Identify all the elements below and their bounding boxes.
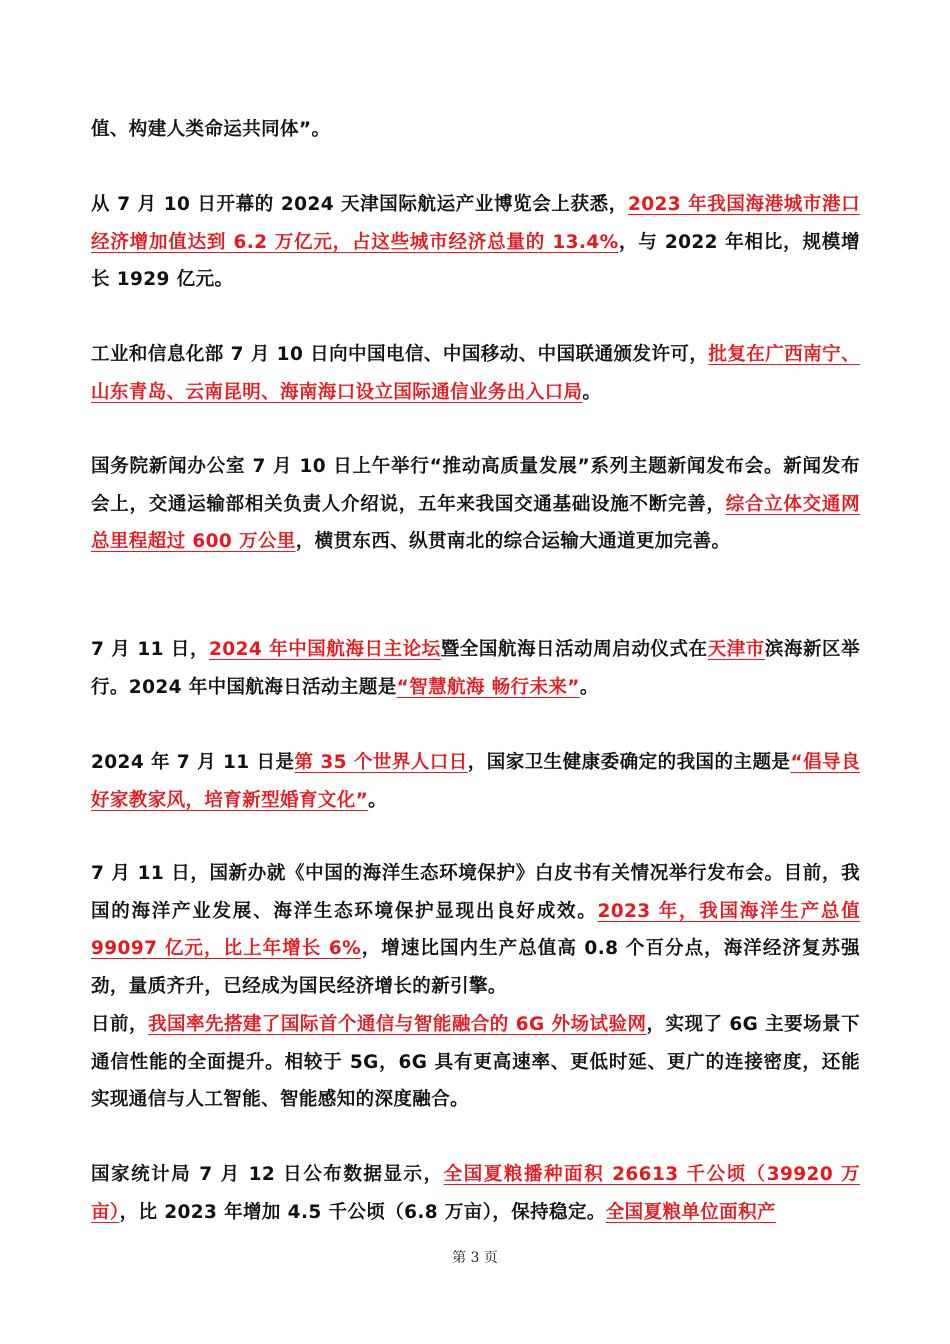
- paragraph-text: ，比 2023 年增加 4.5 千公顷（6.8 万亩），保持稳定。: [119, 1201, 606, 1223]
- paragraph-maritime-day: [91, 631, 860, 706]
- paragraph-text: ，与 2022 年相比，规模增长 1929 亿元。: [91, 231, 861, 290]
- highlighted-text: 批复在广西南宁、山东青岛、云南昆明、海南海口设立国际通信业务出入口局: [91, 344, 860, 403]
- paragraph-text: 暨全国航海日活动周启动仪式在: [440, 639, 708, 660]
- paragraph-text: 。: [368, 789, 388, 811]
- paragraph-port-economy: [91, 186, 860, 299]
- highlighted-text: 2023 年，我国海洋生产总值 99097 亿元，比上年增长 6%: [91, 900, 860, 959]
- paragraph-text: 国家统计局 7 月 12 日公布数据显示，: [91, 1164, 444, 1185]
- highlighted-text: 我国率先搭建了国际首个通信与智能融合的 6G 外场试验网: [147, 1014, 647, 1035]
- paragraph-text: 滨海新区举行。2024 年中国航海日活动主题是: [91, 639, 861, 698]
- highlighted-text: 全国夏粮单位面积产: [605, 1201, 776, 1223]
- paragraph-text: ，国家卫生健康委确定的我国的主题是: [467, 752, 791, 773]
- highlighted-text: 天津市: [707, 639, 765, 660]
- paragraph-transport-network: [91, 448, 860, 561]
- page-number: 第 3 页: [452, 1250, 498, 1266]
- paragraph-text: 。: [582, 381, 602, 403]
- paragraph-text: 值、构建人类命运共同体”。: [91, 119, 331, 140]
- paragraph-ocean-economy: [91, 855, 860, 1005]
- paragraph-text: 2024 年 7 月 11 日是: [91, 752, 295, 773]
- highlighted-text: “倡导良好家教家风，培育新型婚育文化”: [91, 752, 860, 811]
- paragraph-text: 日前，: [91, 1014, 148, 1035]
- paragraph-text: 7 月 11 日，国新办就《中国的海洋生态环境保护》白皮书有关情况举行发布会。目前，我国的海洋产业发展、海洋生态环境保护显现出良好成效。: [91, 863, 860, 922]
- highlighted-text: 2024 年中国航海日主论坛: [209, 639, 441, 660]
- paragraph-6g-network: [91, 1006, 860, 1119]
- paragraph-text: 国务院新闻办公室 7 月 10 日上午举行“推动高质量发展”系列主题新闻发布会。新闻发布会上，交通运输部相关负责人介绍说，五年来我国交通基础设施不断完善，: [91, 456, 860, 515]
- paragraph-community: [91, 111, 860, 149]
- paragraph-text: 工业和信息化部 7 月 10 日向中国电信、中国移动、中国联通颁发许可，: [91, 344, 709, 365]
- paragraph-population-day: [91, 744, 860, 819]
- highlighted-text: “智慧航海 畅行未来”: [396, 676, 580, 698]
- paragraph-text: ，实现了 6G 主要场景下通信性能的全面提升。相较于 5G，6G 具有更高速率、更低时延、更广的连接密度，还能实现通信与人工智能、智能感知的深度融合。: [91, 1014, 861, 1110]
- paragraph-telecom-gateway: [91, 336, 860, 411]
- highlighted-text: 全国夏粮播种面积 26613 千公顷（39920 万亩）: [91, 1164, 860, 1223]
- paragraph-text: 7 月 11 日，: [91, 639, 210, 660]
- highlighted-text: 2023 年我国海港城市港口经济增加值达到 6.2 万亿元，占这些城市经济总量的 13.4%: [91, 194, 860, 253]
- paragraph-summer-grain: [91, 1156, 860, 1231]
- highlighted-text: 第 35 个世界人口日: [294, 752, 468, 773]
- paragraph-text: ，横贯东西、纵贯南北的综合运输大通道更加完善。: [295, 531, 731, 552]
- paragraph-text: 从 7 月 10 日开幕的 2024 天津国际航运产业博览会上获悉，: [91, 194, 628, 215]
- paragraph-text: ，增速比国内生产总值高 0.8 个百分点，海洋经济复苏强劲，量质齐升，已经成为国民经济增长的新引擎。: [91, 938, 860, 997]
- highlighted-text: 综合立体交通网总里程超过 600 万公里: [91, 493, 861, 552]
- paragraph-text: 。: [579, 676, 599, 698]
